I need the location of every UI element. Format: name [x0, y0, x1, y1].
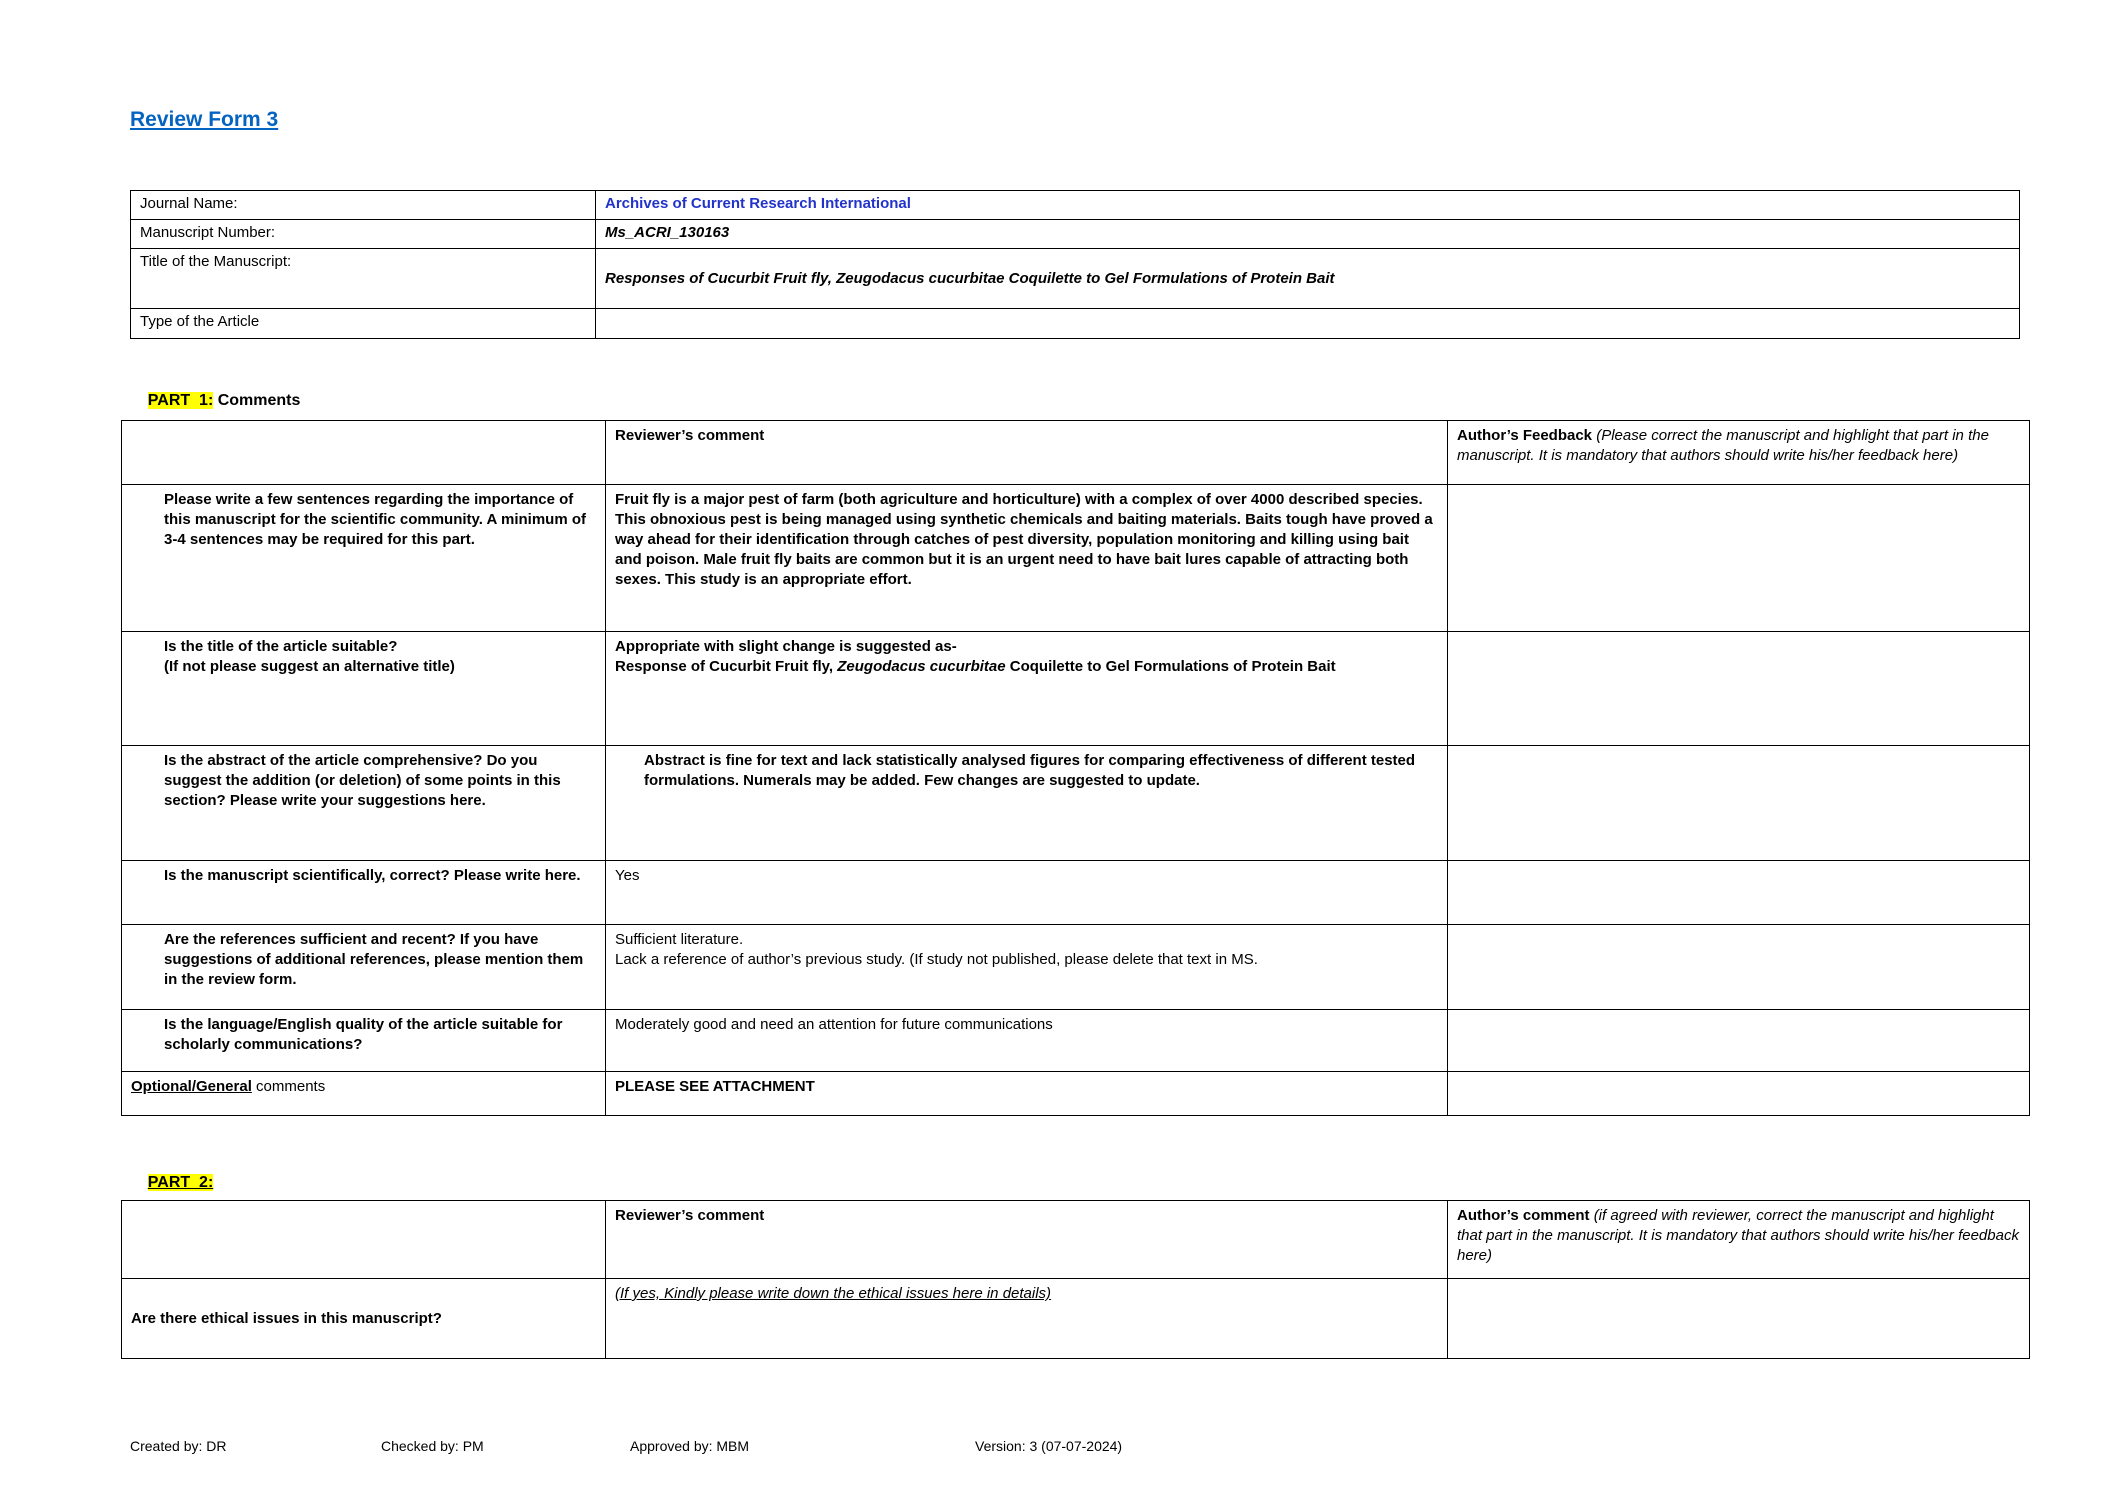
manuscript-info-table	[130, 190, 2020, 339]
part1-header-row	[122, 421, 2030, 485]
page-title: Review Form 3	[130, 108, 279, 131]
journal-name-value: Archives of Current Research International	[596, 191, 2020, 220]
scientific-comment: Yes	[606, 861, 1448, 925]
title-suitable-question	[122, 632, 606, 746]
footer-created-by: Created by: DR	[130, 1438, 227, 1454]
table-row	[122, 632, 2030, 746]
table-row	[131, 309, 2020, 339]
importance-comment: Fruit fly is a major pest of farm (both agriculture and horticulture) with a complex of over 4000 described species. This obnoxious pest is being managed using synthetic chemicals and baiting materials. Baits tough have proved a way ahead for their identification through catches of pest diversity, population monitoring and killing using bait and poison. Male fruit fly baits are common but it is an urgent need to have bait lures capable of attracting both sexes. This study is an appropriate effort.	[606, 485, 1448, 632]
species-name: Zeugodacus cucurbitae	[837, 657, 1006, 675]
part1-label: PART 1:	[147, 392, 214, 409]
table-row	[131, 249, 2020, 309]
reviewer-comment-header: Reviewer’s comment	[615, 427, 765, 444]
manuscript-number-value: Ms_ACRI_130163	[596, 220, 2020, 249]
title-suitable-question-line1: Is the title of the article suitable?	[164, 638, 398, 655]
manuscript-title-label: Title of the Manuscript:	[131, 249, 596, 309]
title-author-feedback-cell	[1448, 632, 2030, 746]
ethical-issues-comment	[606, 1279, 1448, 1359]
abstract-author-feedback-cell	[1448, 746, 2030, 861]
manuscript-title-text: Responses of Cucurbit Fruit fly, Zeugodacus cucurbitae Coquilette to Gel Formulations of Protein Bait	[605, 269, 1335, 287]
references-comment-line2: Lack a reference of author’s previous study. (If study not published, please delete that text in MS.	[615, 950, 1258, 968]
manuscript-title-value	[596, 249, 2020, 309]
table-row	[122, 861, 2030, 925]
author-comment-header: Author’s comment	[1457, 1207, 1594, 1224]
importance-question: Please write a few sentences regarding the importance of this manuscript for the scientific community. A minimum of 3-4 sentences may be required for this part.	[122, 485, 606, 632]
part1-header-blank-cell	[122, 421, 606, 485]
abstract-comment: Abstract is fine for text and lack statistically analysed figures for comparing effectiveness of different tested formulations. Numerals may be added. Few changes are suggested to update.	[606, 746, 1448, 861]
optional-comments-value: PLEASE SEE ATTACHMENT	[606, 1072, 1448, 1116]
part1-label-suffix: Comments	[213, 392, 301, 409]
table-row	[131, 220, 2020, 249]
ethical-issues-author-cell	[1448, 1279, 2030, 1359]
part2-header-blank-cell	[122, 1201, 606, 1279]
title-suitable-comment	[606, 632, 1448, 746]
ethical-issues-comment-text: (If yes, Kindly please write down the ethical issues here in details)	[615, 1285, 1052, 1302]
title-suitable-comment-line2	[615, 657, 1438, 677]
references-question: Are the references sufficient and recent? If you have suggestions of additional references, please mention them in the review form.	[122, 925, 606, 1010]
table-row	[122, 1010, 2030, 1072]
title-suitable-comment-line1: Appropriate with slight change is suggested as-	[615, 638, 957, 655]
part1-comments-table	[121, 420, 2030, 1116]
part2-header-reviewer-cell	[606, 1201, 1448, 1279]
manuscript-number-label: Manuscript Number:	[131, 220, 596, 249]
part1-header-author-cell	[1448, 421, 2030, 485]
part2-header-author-cell	[1448, 1201, 2030, 1279]
author-comment-note: (if agreed with reviewer, correct the manuscript and highlight that part in the manuscript. It is mandatory that authors should write his/her feedback here)	[1457, 1207, 2019, 1264]
ethical-issues-question: Are there ethical issues in this manuscript?	[122, 1279, 606, 1359]
language-question: Is the language/English quality of the article suitable for scholarly communications?	[122, 1010, 606, 1072]
suggested-title-prefix: Response of Cucurbit Fruit fly,	[615, 657, 838, 675]
footer-version: Version: 3 (07-07-2024)	[975, 1438, 1123, 1454]
scientific-author-feedback-cell	[1448, 861, 2030, 925]
importance-author-feedback-cell	[1448, 485, 2030, 632]
title-suitable-question-line2: (If not please suggest an alternative title)	[164, 657, 455, 675]
journal-name-label: Journal Name:	[131, 191, 596, 220]
suggested-title-suffix: Coquilette to Gel Formulations of Protein Bait	[1005, 657, 1336, 675]
author-feedback-note: (Please correct the manuscript and highlight that part in the manuscript. It is mandatory that authors should write his/her feedback here)	[1457, 427, 1989, 464]
optional-comments-label-rest: comments	[251, 1078, 326, 1095]
article-type-value	[596, 309, 2020, 339]
reviewer-comment-header: Reviewer’s comment	[615, 1207, 765, 1224]
references-author-feedback-cell	[1448, 925, 2030, 1010]
optional-comments-label	[122, 1072, 606, 1116]
abstract-question: Is the abstract of the article comprehensive? Do you suggest the addition (or deletion) of some points in this section? Please write your suggestions here.	[122, 746, 606, 861]
table-row	[122, 1072, 2030, 1116]
optional-author-feedback-cell	[1448, 1072, 2030, 1116]
table-row	[131, 191, 2020, 220]
table-row	[122, 485, 2030, 632]
table-row	[122, 925, 2030, 1010]
table-row	[122, 1279, 2030, 1359]
footer-approved-by: Approved by: MBM	[630, 1438, 750, 1454]
part2-label: PART 2:	[147, 1174, 214, 1191]
table-row	[122, 746, 2030, 861]
article-type-label: Type of the Article	[131, 309, 596, 339]
part2-header-row	[122, 1201, 2030, 1279]
part2-ethics-table	[121, 1200, 2030, 1359]
part1-header-reviewer-cell	[606, 421, 1448, 485]
references-comment	[606, 925, 1448, 1010]
language-comment: Moderately good and need an attention for future communications	[606, 1010, 1448, 1072]
footer-checked-by: Checked by: PM	[381, 1438, 484, 1454]
language-author-feedback-cell	[1448, 1010, 2030, 1072]
references-comment-line1: Sufficient literature.	[615, 931, 744, 948]
optional-comments-label-underlined: Optional/General	[131, 1078, 252, 1095]
author-feedback-header: Author’s Feedback	[1457, 427, 1597, 444]
scientific-question: Is the manuscript scientifically, correct? Please write here.	[122, 861, 606, 925]
